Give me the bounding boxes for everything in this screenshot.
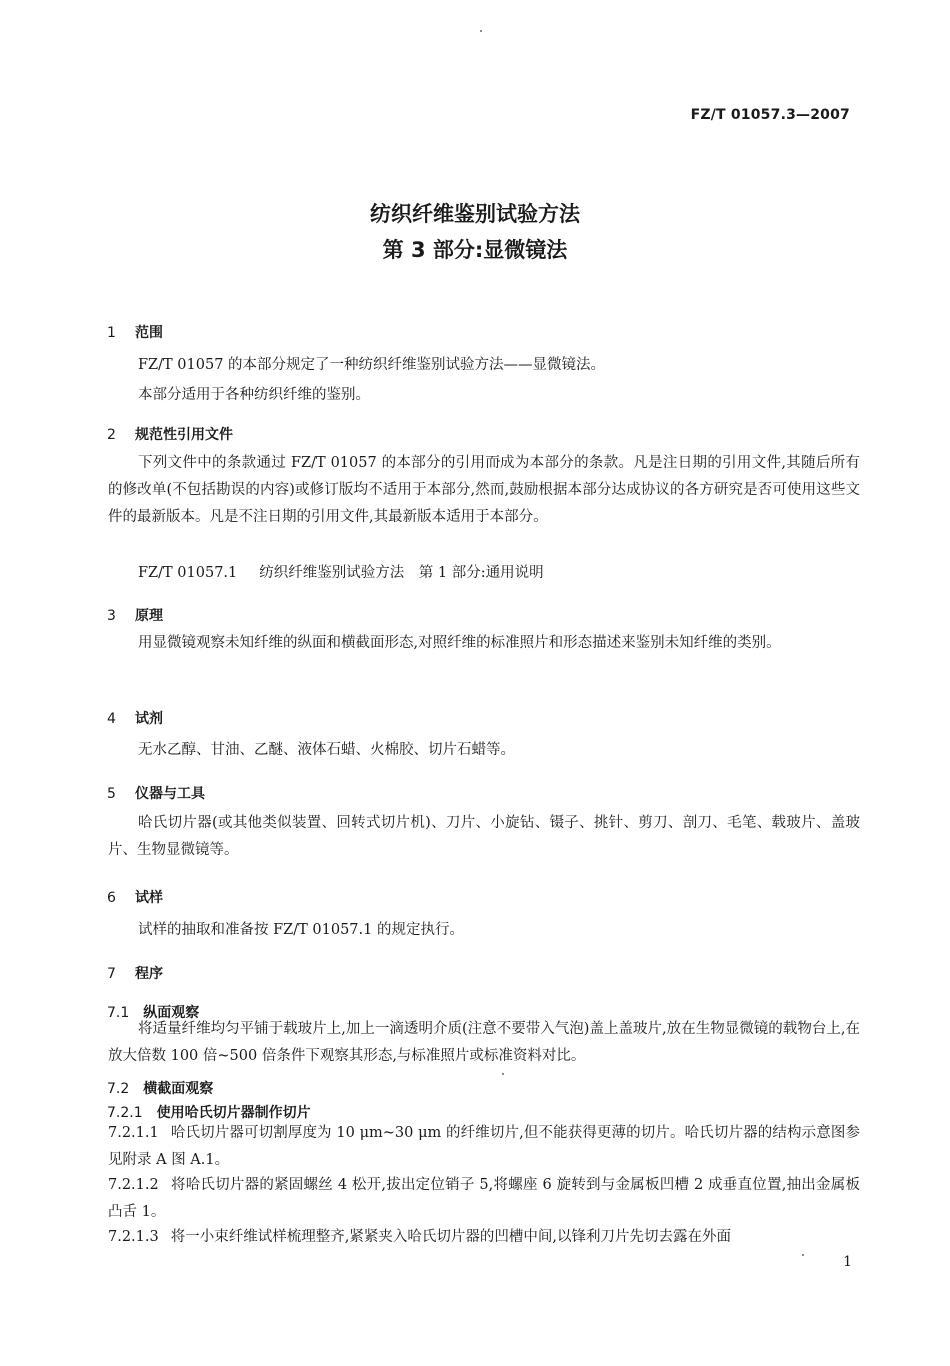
subsection-number: 7.2 [107,1081,130,1097]
document-title: 纺织纤维鉴别试验方法 [370,202,580,226]
clause-number: 7.2.1.1 [108,1125,159,1141]
section-number: 2 [107,427,116,443]
clause-text: 将一小束纤维试样梳理整齐,紧紧夹入哈氏切片器的凹槽中间,以锋利刀片先切去露在外面 [170,1229,731,1245]
section-7-heading [107,963,163,983]
section-6-paragraph-1: 试样的抽取和准备按 FZ/T 01057.1 的规定执行。 [138,922,464,938]
section-number: 4 [107,711,116,727]
section-title: 程序 [135,966,163,982]
section-2-heading [107,424,233,444]
section-4-paragraph-1: 无水乙醇、甘油、乙醚、液体石蜡、火棉胶、切片石蜡等。 [138,742,515,758]
section-number: 3 [107,608,116,624]
section-title: 试剂 [135,711,163,727]
clause-text: 哈氏切片器可切割厚度为 10 μm~30 μm 的纤维切片,但不能获得更薄的切片。哈氏切片器的结构示意图参见附录 A 图 A.1。 [108,1125,860,1168]
section-number: 5 [107,786,116,802]
page-number: 1 [843,1254,852,1270]
subsection-7-2-1-heading [107,1102,311,1122]
section-title: 范围 [135,325,163,341]
section-title: 原理 [135,608,163,624]
section-3-heading [107,605,163,625]
section-title: 规范性引用文件 [135,427,233,443]
section-number: 7 [107,966,116,982]
scan-speck [502,1073,504,1075]
subsection-title: 横截面观察 [143,1081,214,1097]
reference-code: FZ/T 01057.1 [138,565,238,581]
section-1-paragraph-1: FZ/T 01057 的本部分规定了一种纺织纤维鉴别试验方法——显微镜法。 [138,357,606,373]
subsection-7-2-heading [107,1078,213,1098]
section-number: 6 [107,890,116,906]
normative-reference [138,561,544,582]
scan-speck [480,30,482,32]
clause-text: 将哈氏切片器的紧固螺丝 4 松开,拔出定位销子 5,将螺座 6 旋转到与金属板凹槽 2 成垂直位置,抽出金属板凸舌 1。 [108,1177,860,1220]
clause-number: 7.2.1.2 [108,1177,159,1193]
section-title: 仪器与工具 [135,786,205,802]
clause-7-2-1-1 [108,1120,860,1174]
section-3-paragraph-1: 用显微镜观察未知纤维的纵面和横截面形态,对照纤维的标准照片和形态描述来鉴别未知纤维的类别。 [138,635,781,651]
subsection-number: 7.2.1 [107,1105,143,1121]
section-1-paragraph-2: 本部分适用于各种纺织纤维的鉴别。 [138,387,370,403]
section-5-heading [107,783,205,803]
section-1-heading [107,322,163,342]
document-subtitle: 第 3 部分:显微镜法 [382,238,568,262]
standard-code: FZ/T 01057.3—2007 [690,107,850,123]
subsection-title: 纵面观察 [143,1005,200,1021]
section-4-heading [107,708,163,728]
section-title: 试样 [135,890,163,906]
scan-speck [802,1254,804,1256]
clause-7-2-1-3 [108,1224,860,1251]
subsection-title: 使用哈氏切片器制作切片 [156,1105,311,1121]
section-6-heading [107,887,163,907]
clause-7-2-1-2 [108,1172,860,1226]
section-5-paragraph-1: 哈氏切片器(或其他类似装置、回转式切片机)、刀片、小旋钻、镊子、挑针、剪刀、剖刀、毛笔、载玻片、盖玻片、生物显微镜等。 [108,815,860,858]
section-2-paragraph-1: 下列文件中的条款通过 FZ/T 01057 的本部分的引用而成为本部分的条款。凡是注日期的引用文件,其随后所有的修改单(不包括勘误的内容)或修订版均不适用于本部分,然而,鼓励根据本部分达成协议的各方研究是否可使用这些文件的最新版本。凡是不注日期的引用文件,其最新版本适用于本部分。 [108,455,860,525]
clause-number: 7.2.1.3 [108,1229,159,1245]
subsection-number: 7.1 [107,1005,130,1021]
reference-title: 纺织纤维鉴别试验方法 第 1 部分:通用说明 [259,565,544,581]
subsection-7-1-paragraph: 将适量纤维均匀平铺于载玻片上,加上一滴透明介质(注意不要带入气泡)盖上盖玻片,放在生物显微镜的载物台上,在放大倍数 100 倍~500 倍条件下观察其形态,与标准照片或标准资料对比。 [108,1021,860,1064]
section-number: 1 [107,325,116,341]
